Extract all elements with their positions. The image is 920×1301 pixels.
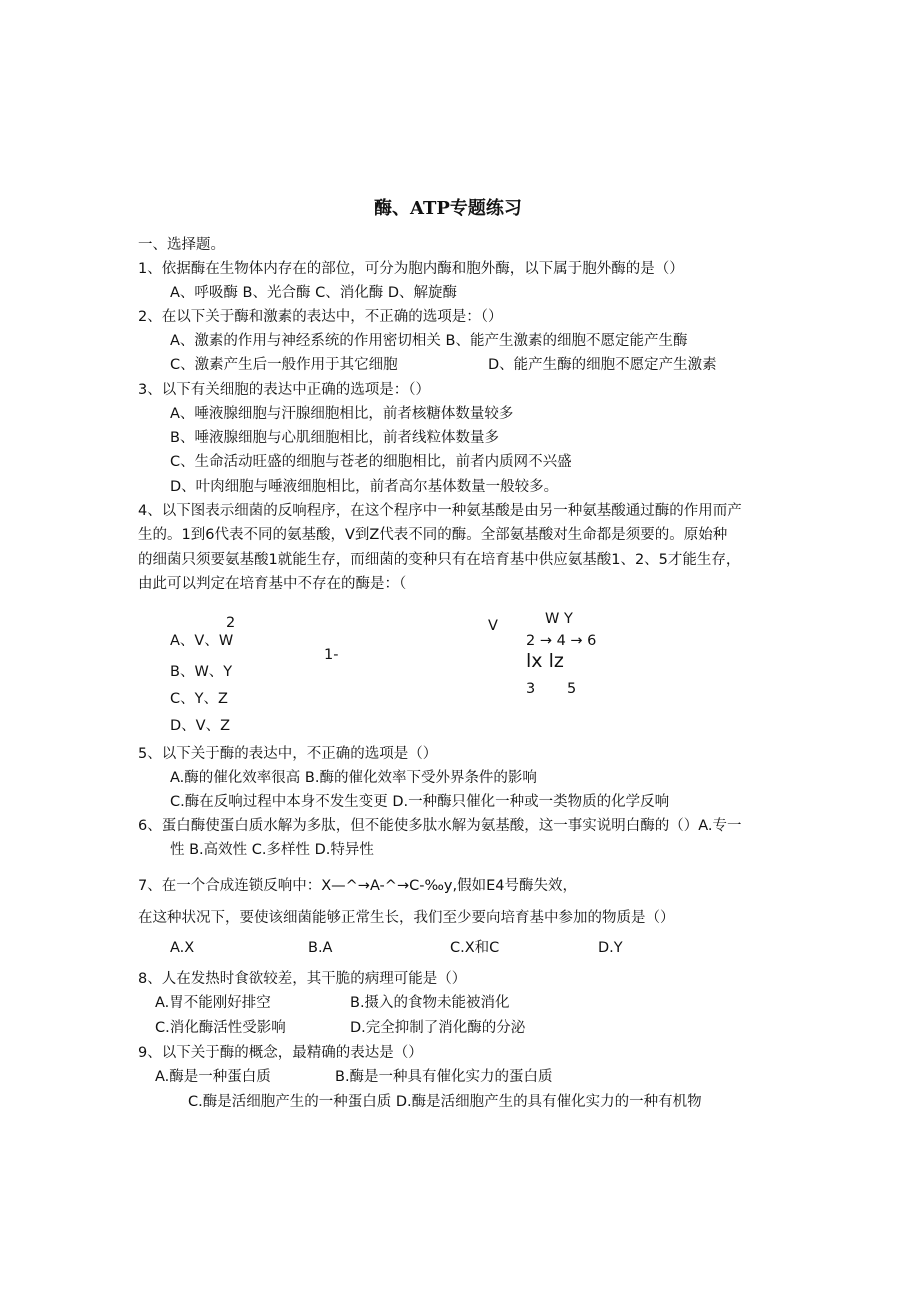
q3-option-d: D、叶肉细胞与唾液细胞相比，前者高尔基体数量一般较多。 [170,479,559,495]
diagram-label-3: 3 [526,681,536,697]
q5-stem: 5、以下关于酶的表达中，不正确的选项是（） [138,746,438,762]
diagram-label-lxlz: lx lz [526,650,564,672]
q4-option-a: A、V、W [170,633,234,649]
q7-option-d: D.Y [598,940,623,956]
diagram-chain: 2 → 4 → 6 [526,633,597,649]
q5-options-cd: C.酶在反响过程中本身不发生变更 D.一种酶只催化一种或一类物质的化学反响 [170,794,670,810]
q3-option-a: A、唾液腺细胞与汗腺细胞相比，前者核糖体数量较多 [170,406,514,422]
q7-line2: 在这种状况下，要使该细菌能够正常生长，我们至少要向培育基中参加的物质是（） [138,910,675,926]
diagram-label-2-top: 2 [226,615,236,631]
diagram-label-v: V [488,618,498,634]
q8-stem: 8、人在发热时食欲较差，其干脆的病理可能是（） [138,971,467,987]
q5-options-ab: A.酶的催化效率很高 B.酶的催化效率下受外界条件的影响 [170,770,537,786]
q4-text-line4: 由此可以判定在培育基中不存在的酶是：（ [138,576,407,592]
q3-option-b: B、唾液腺细胞与心肌细胞相比，前者线粒体数量多 [170,430,499,446]
q4-option-b: B、W、Y [170,664,233,680]
q9-stem: 9、以下关于酶的概念，最精确的表达是（） [138,1045,423,1061]
q4-option-d: D、V、Z [170,718,231,734]
q4-text-line2: 生的。1到6代表不同的氨基酸，V到Z代表不同的酶。全部氨基酸对生命都是须要的。原始种 [138,527,728,543]
q7-option-b: B.A [308,940,333,956]
page-title: 酶、ATP专题练习 [374,198,522,219]
q7-option-a: A.X [170,940,195,956]
q8-option-b: B.摄入的食物未能被消化 [350,995,510,1011]
q9-options-cd: C.酶是活细胞产生的一种蛋白质 D.酶是活细胞产生的具有催化实力的一种有机物 [188,1094,702,1110]
section-heading: 一、选择题。 [138,237,225,253]
q2-options-ab: A、激素的作用与神经系统的作用密切相关 B、能产生激素的细胞不愿定能产生酶 [170,333,688,349]
q6-line2: 性 B.高效性 C.多样性 D.特异性 [170,842,374,858]
q8-option-a: A.胃不能刚好排空 [155,995,271,1011]
q3-stem: 3、以下有关细胞的表达中正确的选项是：（） [138,382,430,398]
q3-option-c: C、生命活动旺盛的细胞与苍老的细胞相比，前者内质网不兴盛 [170,454,572,470]
diagram-label-wy: W Y [545,611,573,627]
q1-options: A、呼吸酶 B、光合酶 C、消化酶 D、解旋酶 [170,285,457,301]
q2-option-d: D、能产生酶的细胞不愿定产生激素 [488,357,717,373]
q7-option-c: C.X和C [450,940,500,956]
q4-option-c: C、Y、Z [170,691,228,707]
q4-text-line1: 4、以下图表示细菌的反响程序，在这个程序中一种氨基酸是由另一种氨基酸通过酶的作用而产 [138,503,742,519]
diagram-label-1: 1- [324,647,339,663]
q1-stem: 1、依据酶在生物体内存在的部位，可分为胞内酶和胞外酶，以下属于胞外酶的是（） [138,261,684,277]
q2-option-c: C、激素产生后一般作用于其它细胞 [170,357,398,373]
diagram-label-5: 5 [567,681,577,697]
q9-option-b: B.酶是一种具有催化实力的蛋白质 [335,1069,553,1085]
q8-option-c: C.消化酶活性受影响 [155,1020,286,1036]
q9-option-a: A.酶是一种蛋白质 [155,1069,271,1085]
q4-text-line3: 的细菌只须要氨基酸1就能生存，而细菌的变种只有在培育基中供应氨基酸1、2、5才能生存， [138,552,741,568]
q8-option-d: D.完全抑制了消化酶的分泌 [350,1020,526,1036]
q6-line1: 6、蛋白酶使蛋白质水解为多肽，但不能使多肽水解为氨基酸，这一事实说明白酶的（）A.专一 [138,818,742,834]
q2-stem: 2、在以下关于酶和激素的表达中，不正确的选项是：（） [138,309,503,325]
q7-line1: 7、在一个合成连锁反响中：X—^→A-^→C-‰y,假如E4号酶失效， [138,878,577,894]
